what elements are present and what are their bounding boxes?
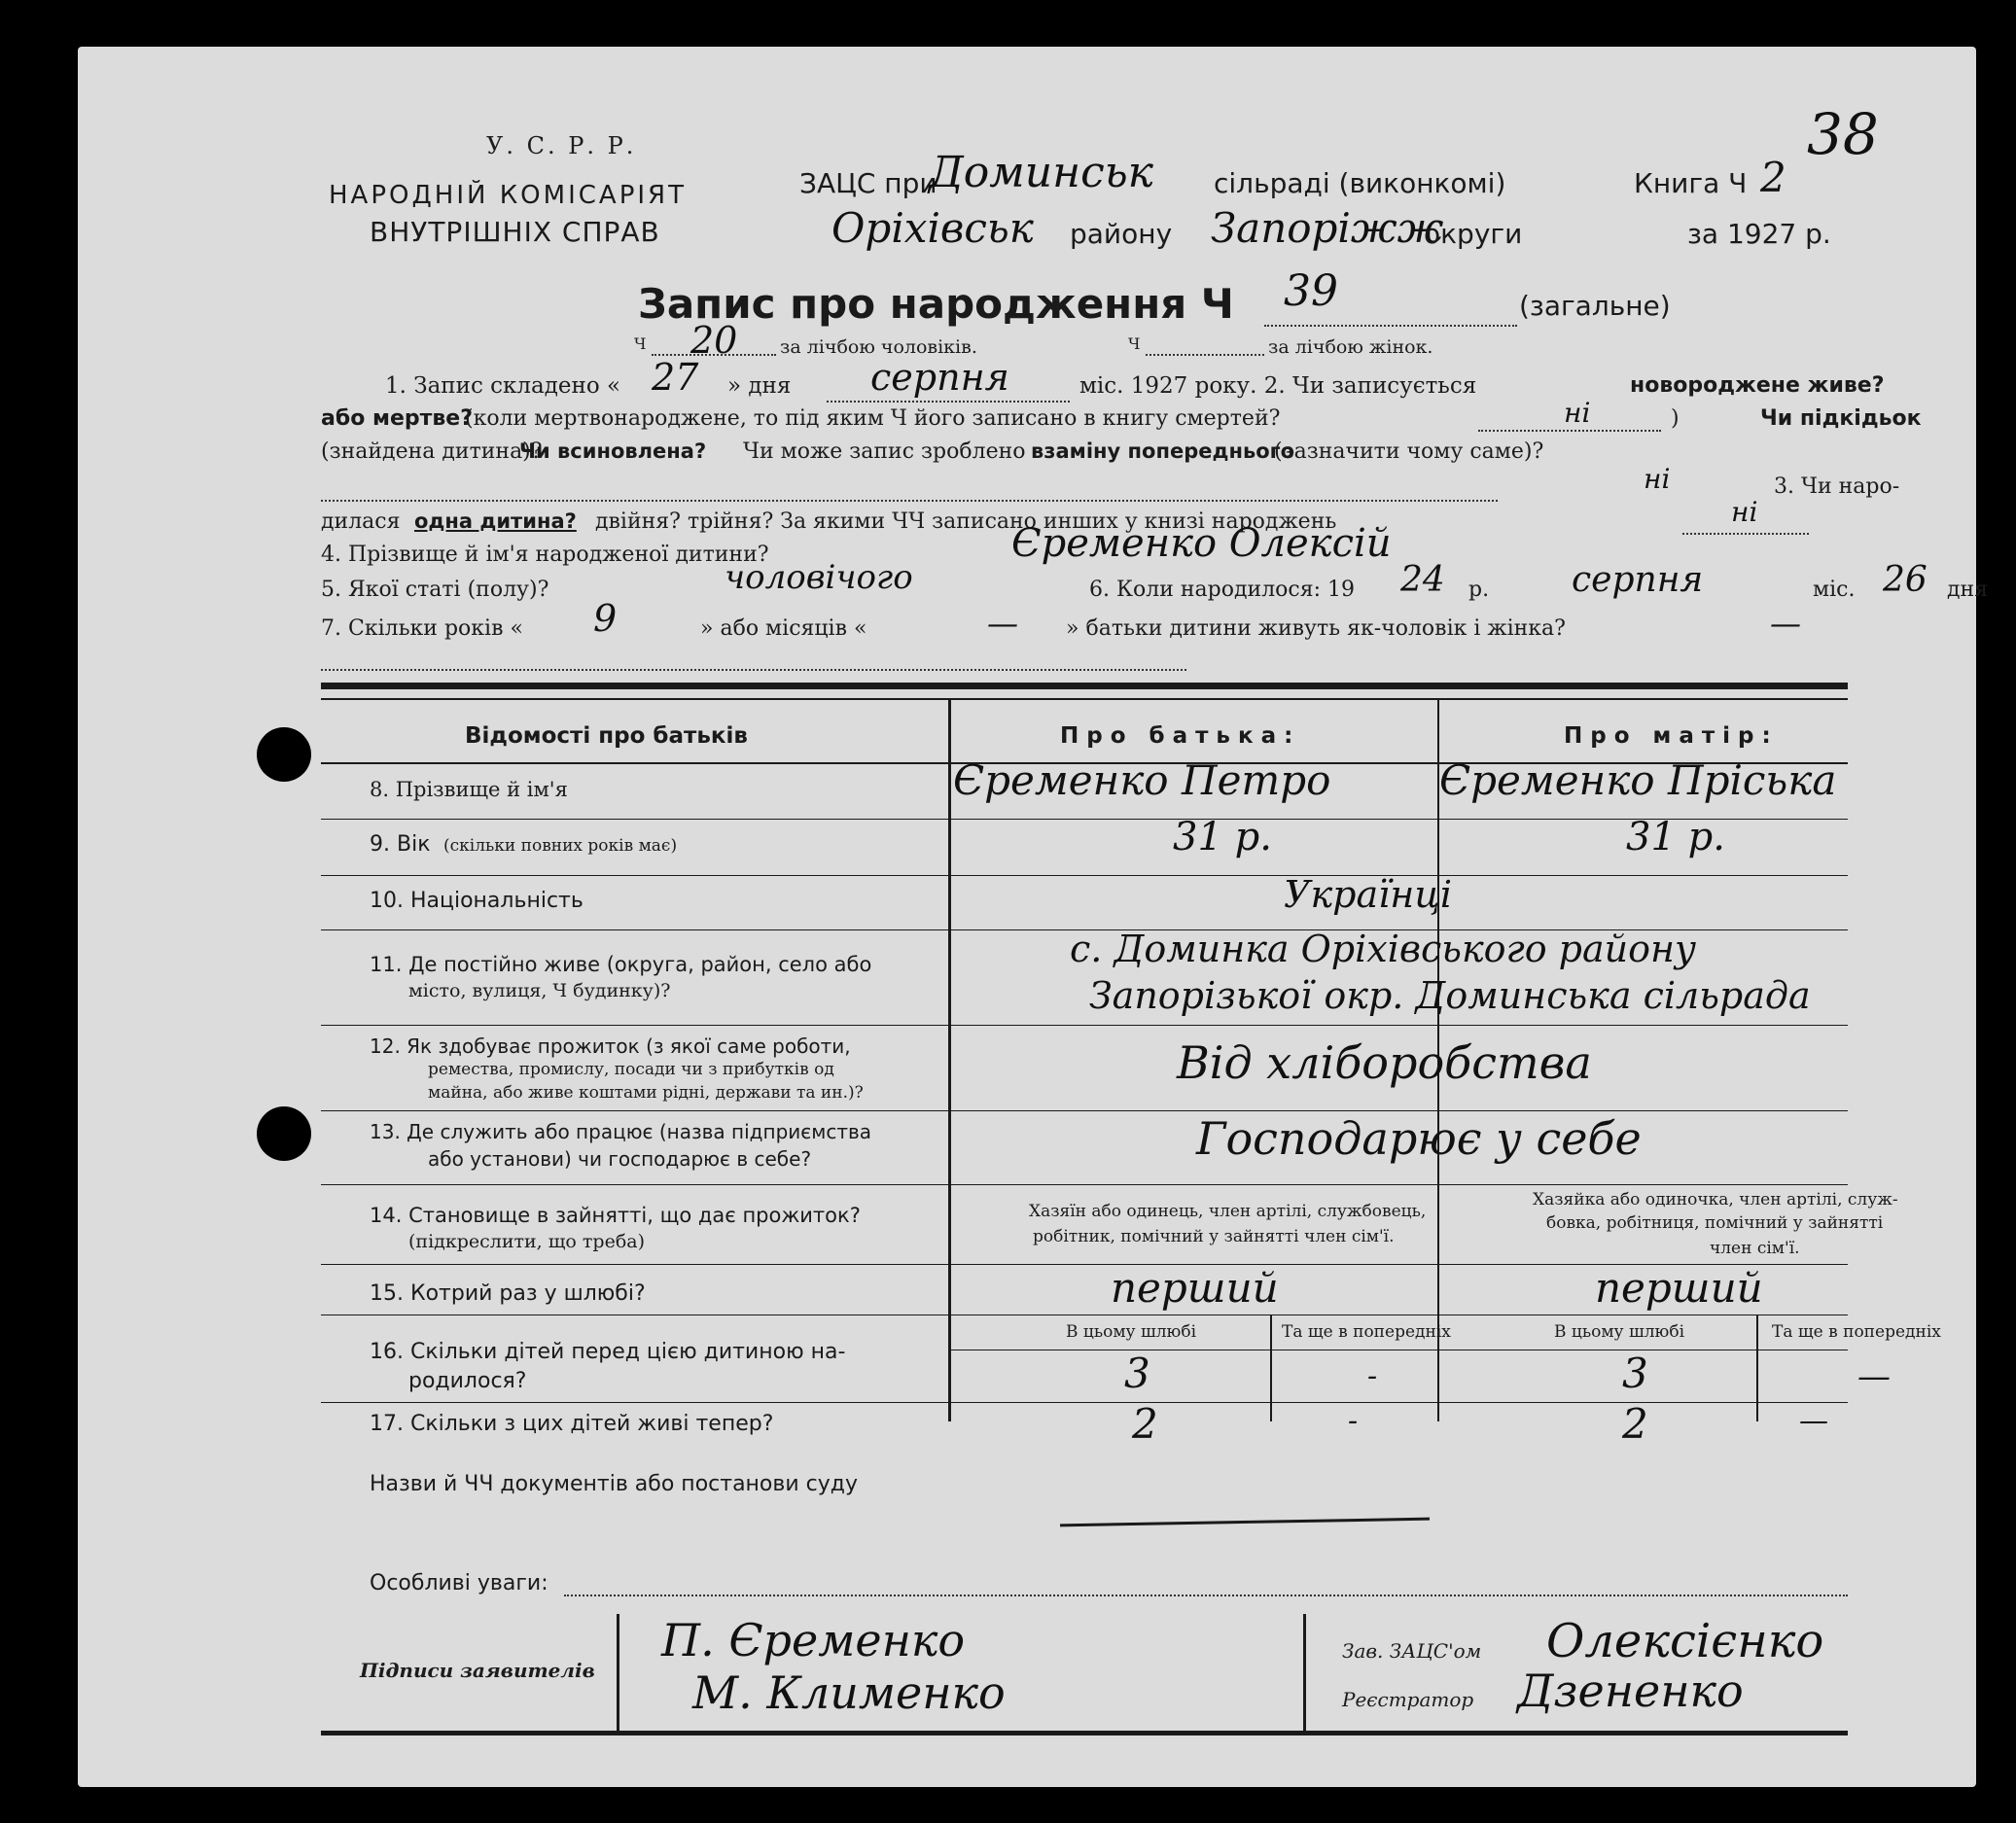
body-l7-c: р. <box>1468 578 1490 602</box>
record-number-line <box>1264 325 1517 327</box>
twins-line <box>1682 533 1809 535</box>
sub-header-previous: Та ще в попередніх <box>1282 1322 1451 1342</box>
father-living-prev-handwritten: - <box>1348 1404 1359 1438</box>
signatures-label: Підписи заявителів <box>360 1659 595 1682</box>
father-age-handwritten: 31 р. <box>1173 815 1272 859</box>
commissariat-line1: НАРОДНІЙ КОМІСАРІЯТ <box>329 181 687 210</box>
row11-label-b: місто, вулиця, Ч будинку)? <box>408 980 671 1001</box>
col-divider-1 <box>948 698 951 1421</box>
body-l2-c: ) <box>1671 406 1680 431</box>
row8-label: 8. Прізвище й ім'я <box>370 778 568 801</box>
father-children-this-handwritten: 3 <box>1124 1350 1150 1397</box>
body-l1-a: 1. Запис складено « <box>385 373 621 399</box>
head-signature: Олексієнко <box>1546 1614 1824 1668</box>
row14-label-b: (підкреслити, що треба) <box>408 1231 646 1252</box>
row12-label-a: 12. Як здобуває прожиток (з якої саме роботи, <box>370 1034 851 1058</box>
row9-note: (скільки повних років має) <box>443 836 678 856</box>
zags-suffix: сільраді (виконкомі) <box>1214 167 1506 199</box>
body-l7-d: міс. <box>1813 578 1856 602</box>
body-l6-a: 4. Прізвище й ім'я народженої дитини? <box>321 543 769 567</box>
mother-living-this-handwritten: 2 <box>1622 1400 1648 1448</box>
workplace-handwritten: Господарює у себе <box>1196 1112 1642 1165</box>
body-l8-a: 7. Скільки років « <box>321 616 523 641</box>
row-divider <box>321 1184 1848 1185</box>
father-living-this-handwritten: 2 <box>1132 1400 1158 1448</box>
row16-label-b: родилося? <box>408 1369 527 1393</box>
male-count-handwritten: 20 <box>690 319 738 362</box>
signature-box-left-rule <box>617 1614 619 1731</box>
mother-children-this-handwritten: 3 <box>1622 1350 1648 1397</box>
father-occupation-options-a: Хазяїн або одинець, член артілі, службовець, <box>1029 1202 1427 1221</box>
notes-label: Особливі уваги: <box>370 1571 548 1595</box>
row-divider <box>321 1402 1848 1403</box>
body-l4-a: 3. Чи наро- <box>1774 474 1900 499</box>
mother-occupation-options-a: Хазяйка або одиночка, член артілі, служ- <box>1533 1190 1898 1209</box>
record-month-handwritten: серпня <box>870 356 1009 399</box>
body-l3-a: (знайдена дитина)? <box>321 439 543 464</box>
body-l8-b: » або місяців « <box>700 616 867 641</box>
body-l3-e: (зазначити чому саме)? <box>1274 439 1544 464</box>
mother-name-handwritten: Єременко Пріська <box>1439 756 1837 804</box>
row15-label: 15. Котрий раз у шлюбі? <box>370 1281 646 1306</box>
punch-hole <box>257 727 311 782</box>
body-l3-c: Чи може запис зроблено <box>743 439 1026 464</box>
child-sex-handwritten: чоловічого <box>725 558 913 597</box>
table-header-rule <box>321 698 1848 700</box>
female-count-line <box>1146 354 1264 356</box>
row14-label-a: 14. Становище в зайнятті, що дає прожиток? <box>370 1204 861 1227</box>
row13-label-a: 13. Де служить або працює (назва підприємства <box>370 1120 872 1143</box>
birth-month-handwritten: серпня <box>1572 560 1704 600</box>
twins-answer-handwritten: ні <box>1731 496 1758 528</box>
documents-handwritten-stroke <box>1060 1518 1430 1527</box>
replacement-line <box>321 500 1498 502</box>
applicant-signature-2: М. Клименко <box>692 1666 1006 1719</box>
col-header-info: Відомості про батьків <box>465 723 748 749</box>
female-count-prefix: Ч <box>1128 334 1141 353</box>
zags-prefix: ЗАЦС при <box>799 167 937 199</box>
body-l5-c: двійня? трійня? За якими ЧЧ записано инших у книзі народжень <box>595 509 1337 534</box>
body-l9-line <box>321 669 1186 671</box>
body-l3-b: Чи всиновлена? <box>519 439 707 463</box>
cohabitation-answer-handwritten: — <box>1770 605 1801 642</box>
married-months-handwritten: — <box>987 605 1018 642</box>
birth-day-handwritten: 26 <box>1883 560 1928 600</box>
child-name-handwritten: Єременко Олексій <box>1011 521 1392 566</box>
sub-col-divider <box>1756 1315 1758 1421</box>
sub-header-previous: Та ще в попередніх <box>1772 1322 1941 1342</box>
year-label: за 1927 р. <box>1687 218 1831 250</box>
row10-label: 10. Національність <box>370 889 584 913</box>
stillborn-answer-handwritten: ні <box>1564 397 1591 429</box>
record-day-handwritten: 27 <box>652 356 699 399</box>
mother-living-prev-handwritten: — <box>1799 1404 1828 1438</box>
body-l1-b: » дня <box>727 373 792 399</box>
bottom-rule <box>321 1731 1848 1735</box>
father-marriage-count-handwritten: перший <box>1111 1264 1279 1312</box>
livelihood-handwritten: Від хліборобства <box>1177 1036 1592 1089</box>
stillborn-line <box>1478 430 1661 432</box>
document-page <box>78 47 1989 1787</box>
row16-label-a: 16. Скільки дітей перед цією дитиною на- <box>370 1340 846 1364</box>
mother-age-handwritten: 31 р. <box>1626 815 1725 859</box>
okrug-label: округи <box>1424 218 1523 250</box>
body-l2-b: (коли мертвонароджене, то під яким Ч його записано в книгу смертей? <box>465 406 1281 431</box>
father-occupation-options-b: робітник, помічний у зайнятті член сім'ї. <box>1033 1227 1395 1246</box>
body-l1-d: новороджене живе? <box>1630 373 1885 398</box>
okrug-handwritten: Запоріжж <box>1211 204 1444 252</box>
body-l7-b: 6. Коли народилося: 19 <box>1089 578 1356 602</box>
mother-occupation-options-c: член сім'ї. <box>1710 1239 1800 1258</box>
col-header-father: Про батька: <box>1060 723 1301 749</box>
sub-header-this-marriage: В цьому шлюбі <box>1066 1322 1197 1342</box>
col-header-mother: Про матір: <box>1564 723 1779 749</box>
mother-marriage-count-handwritten: перший <box>1595 1264 1763 1312</box>
body-l5-b: одна дитина? <box>414 509 577 533</box>
body-l7-e: дня <box>1947 578 1989 602</box>
replacement-answer-handwritten: ні <box>1644 463 1671 495</box>
registrar-label: Реєстратор <box>1342 1688 1474 1711</box>
row13-label-b: або установи) чи господарює в себе? <box>428 1147 812 1171</box>
row12-label-b: ремества, промислу, посади чи з прибутків од <box>428 1060 834 1079</box>
record-title: Запис про народження Ч <box>638 280 1234 328</box>
body-l2-d: Чи підкідьок <box>1760 406 1922 431</box>
body-l3-d: взаміну попереднього <box>1031 439 1295 463</box>
female-count-label: за лічбою жінок. <box>1268 336 1433 358</box>
applicant-signature-1: П. Єременко <box>661 1614 966 1666</box>
district-label: району <box>1070 218 1173 250</box>
book-number-handwritten: 2 <box>1760 154 1786 201</box>
row9-label: 9. Вік <box>370 832 431 857</box>
record-number-handwritten: 39 <box>1284 266 1338 316</box>
body-l1-c: міс. 1927 року. 2. Чи записується <box>1079 373 1477 399</box>
mother-occupation-options-b: бовка, робітниця, помічний у зайнятті <box>1546 1213 1884 1233</box>
body-l5-a: дилася <box>321 509 401 534</box>
ussr-label: У. С. Р. Р. <box>486 132 637 159</box>
married-years-handwritten: 9 <box>593 597 618 640</box>
father-children-prev-handwritten: - <box>1367 1359 1378 1393</box>
registrar-signature: Дзененко <box>1517 1665 1744 1717</box>
notes-line <box>564 1595 1848 1596</box>
residence-handwritten-b: Запорізької окр. Доминська сільрада <box>1089 974 1811 1017</box>
birth-year-handwritten: 24 <box>1400 560 1445 600</box>
punch-hole <box>257 1106 311 1161</box>
documents-label: Назви й ЧЧ документів або постанови суду <box>370 1472 858 1496</box>
sub-header-this-marriage: В цьому шлюбі <box>1554 1322 1685 1342</box>
sub-col-divider <box>1270 1315 1272 1421</box>
commissariat-line2: ВНУТРІШНІХ СПРАВ <box>370 216 660 248</box>
body-l8-c: » батьки дитини живуть як-чоловік і жінка? <box>1066 616 1566 641</box>
signature-box-mid-rule <box>1303 1614 1306 1731</box>
row11-label-a: 11. Де постійно живе (округа, район, село або <box>370 953 872 976</box>
general-label: (загальне) <box>1519 290 1671 322</box>
body-l7-a: 5. Якої статі (полу)? <box>321 578 549 602</box>
zags-village-handwritten: Доминськ <box>929 148 1153 197</box>
head-label: Зав. ЗАЦС'ом <box>1342 1639 1482 1663</box>
residence-handwritten-a: с. Доминка Оріхівського району <box>1070 928 1697 970</box>
male-count-prefix: Ч <box>634 334 647 353</box>
row17-label: 17. Скільки з цих дітей живі тепер? <box>370 1412 774 1436</box>
row-divider <box>321 1025 1848 1026</box>
male-count-label: за лічбою чоловіків. <box>780 336 977 358</box>
row-divider <box>321 1110 1848 1111</box>
body-l2-a: або мертве? <box>321 406 473 431</box>
father-name-handwritten: Єременко Петро <box>953 756 1331 804</box>
row12-label-c: майна, або живе коштами рідні, держави та ин.)? <box>428 1083 864 1103</box>
district-handwritten: Оріхівськ <box>831 204 1034 252</box>
book-label: Книга Ч <box>1634 167 1748 199</box>
nationality-handwritten: Українці <box>1284 873 1452 916</box>
row-divider <box>321 819 1848 820</box>
table-top-rule <box>321 683 1848 689</box>
mother-children-prev-handwritten: — <box>1857 1357 1891 1396</box>
page-number-handwritten: 38 <box>1807 101 1879 167</box>
record-month-line <box>827 401 1070 403</box>
row-divider <box>321 875 1848 876</box>
